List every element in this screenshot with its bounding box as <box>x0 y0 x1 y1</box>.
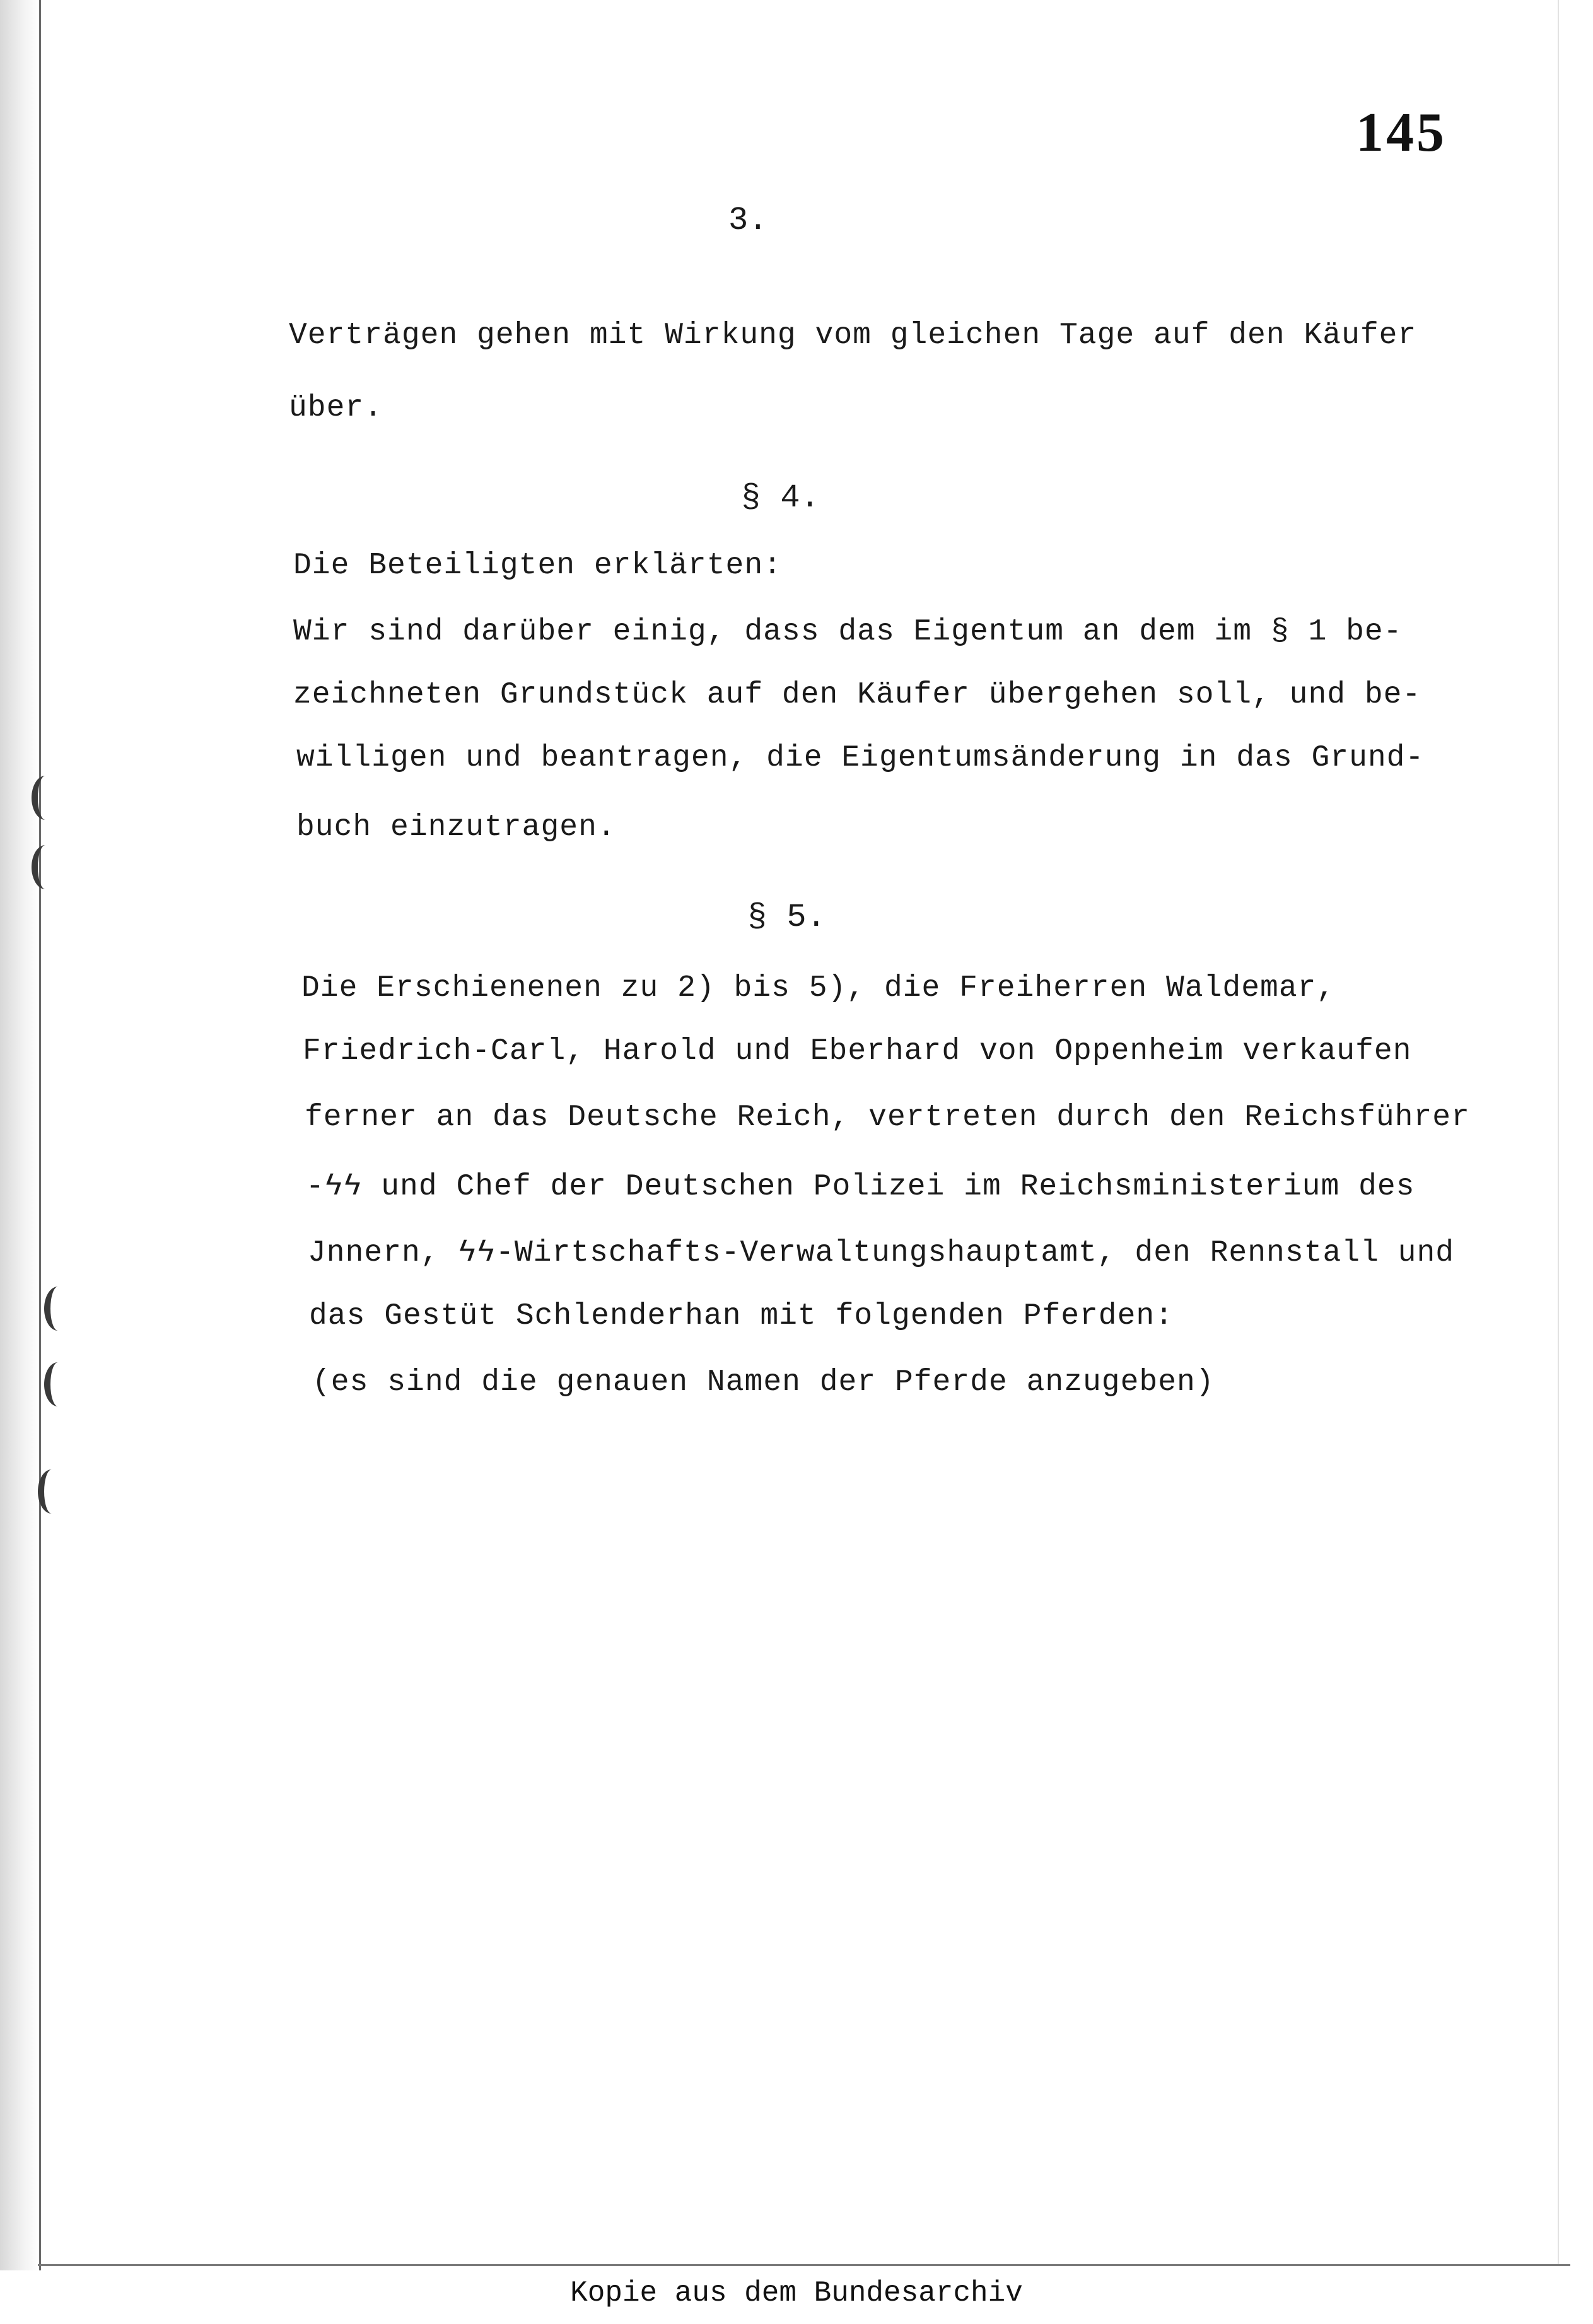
section-5-line: -ϟϟ und Chef der Deutschen Polizei im Reichsministerium des <box>306 1170 1415 1204</box>
section-5-line: Die Erschienenen zu 2) bis 5), die Freiherren Waldemar, <box>301 971 1336 1005</box>
section-5-line: Jnnern, ϟϟ-Wirtschafts-Verwaltungshauptamt, den Rennstall und <box>308 1236 1455 1270</box>
punch-hole-mark <box>32 776 59 820</box>
section-5-line: ferner an das Deutsche Reich, vertreten durch den Reichsführer <box>305 1101 1470 1135</box>
punch-hole-mark <box>44 1362 72 1406</box>
binding-edge <box>0 0 41 2270</box>
section-4-line: willigen und beantragen, die Eigentumsänderung in das Grund- <box>296 741 1425 775</box>
section-5-heading: § 5. <box>747 899 826 936</box>
archive-footer: Kopie aus dem Bundesarchiv <box>570 2277 1023 2309</box>
page-right-edge <box>1558 0 1559 2264</box>
section-5-line: (es sind die genauen Namen der Pferde anzugeben) <box>312 1365 1215 1399</box>
punch-hole-mark <box>38 1469 66 1514</box>
section-4-line: zeichneten Grundstück auf den Käufer übergehen soll, und be- <box>293 678 1421 712</box>
section-4-line: Wir sind darüber einig, dass das Eigentum an dem im § 1 be- <box>293 615 1403 649</box>
punch-hole-mark <box>44 1287 72 1331</box>
page-bottom-edge <box>38 2264 1570 2266</box>
section-5-line: das Gestüt Schlenderhan mit folgenden Pferden: <box>309 1299 1174 1333</box>
punch-hole-mark <box>32 845 59 889</box>
archive-page-number: 145 <box>1356 102 1447 163</box>
intro-line: über. <box>289 391 383 425</box>
section-4-heading: § 4. <box>741 479 820 517</box>
section-5-line: Friedrich-Carl, Harold und Eberhard von Oppenheim verkaufen <box>303 1034 1412 1068</box>
sheet-number: 3. <box>728 202 768 239</box>
section-4-line: buch einzutragen. <box>296 810 616 844</box>
intro-line: Verträgen gehen mit Wirkung vom gleichen Tage auf den Käufer <box>289 318 1417 353</box>
section-4-line: Die Beteiligten erklärten: <box>293 549 782 583</box>
